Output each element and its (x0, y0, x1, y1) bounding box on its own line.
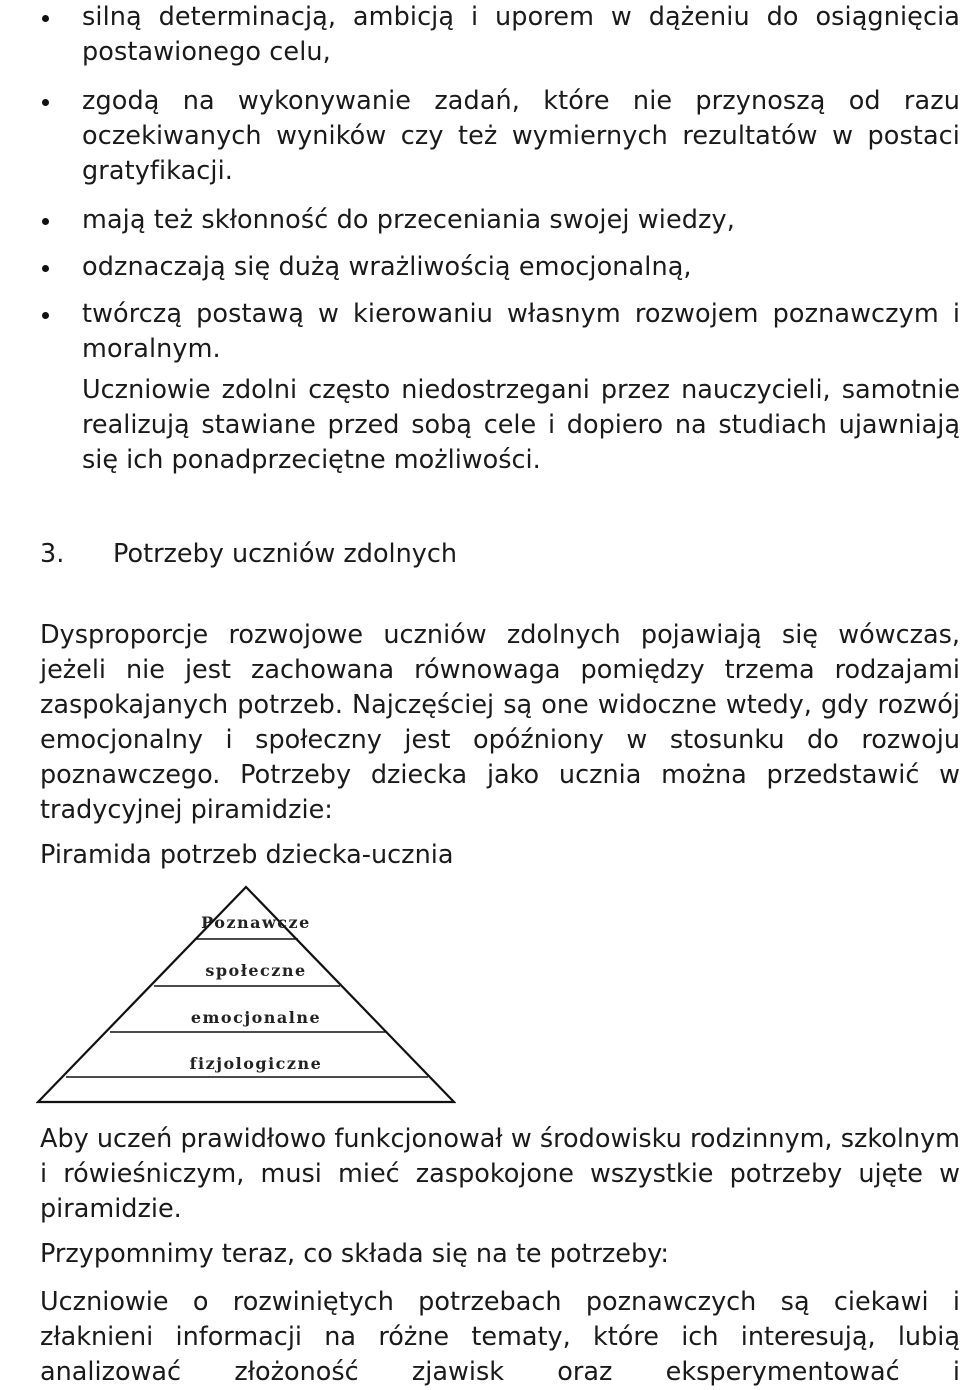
bullet-item (0, 0, 960, 70)
bullet-item (0, 250, 960, 285)
bullet-dot-icon (42, 15, 49, 22)
section-number: 3. (40, 539, 65, 569)
bullet-item (0, 84, 960, 189)
pyramid-level-label: fizjologiczne (189, 1054, 323, 1073)
remind-paragraph: Przypomnimy teraz, co składa się na te potrzeby: (40, 1239, 669, 1269)
student-needs-paragraph: Aby uczeń prawidłowo funkcjonował w środowisku rodzinnym, szkolnym i rówieśniczym, musi mieć zaspokojone wszystkie potrzeby ujęte w piramidzie. (40, 1124, 960, 1224)
pyramid-caption: Piramida potrzeb dziecka-ucznia (40, 840, 454, 870)
dysproportions-paragraph: Dysproporcje rozwojowe uczniów zdolnych pojawiają się wówczas, jeżeli nie jest zachowana równowaga pomiędzy trzema rodzajami zaspokajanych potrzeb. Najczęściej są one widoczne wtedy, gdy rozwój emocjonalny i społeczny jest opóźniony w stosunku do rozwoju poznawczego. Potrzeby dziecka jako ucznia można przedstawić w tradycyjnej piramidzie: (40, 620, 960, 825)
bullet-item (0, 203, 960, 238)
bullet-item (0, 297, 960, 367)
bullet-text: zgodą na wykonywanie zadań, które nie przynoszą od razu oczekiwanych wyników czy też wymiernych rezultatów w postaci gratyfikacji. (82, 86, 960, 186)
pyramid-level-label: społeczne (205, 961, 307, 980)
bullet-dot-icon (42, 265, 49, 272)
needs-pyramid-diagram (36, 882, 456, 1107)
bullet-text: silną determinacją, ambicją i uporem w dążeniu do osiągnięcia postawionego celu, (82, 2, 960, 67)
bullet-dot-icon (42, 99, 49, 106)
bullet-dot-icon (42, 218, 49, 225)
traits-bullet-list (0, 0, 960, 367)
section-title: Potrzeby uczniów zdolnych (113, 539, 458, 569)
cognitive-needs-paragraph: Uczniowie o rozwiniętych potrzebach poznawczych są ciekawi i złaknieni informacji na różne tematy, które ich interesują, lubią analizować złożoność zjawisk oraz eksperymentować i (40, 1287, 960, 1387)
bullet-dot-icon (42, 312, 49, 319)
bullet-text: odznaczają się dużą wrażliwością emocjonalną, (82, 252, 692, 282)
pyramid-level-label: emocjonalne (190, 1008, 322, 1027)
gifted-students-paragraph: Uczniowie zdolni często niedostrzegani przez nauczycieli, samotnie realizują stawiane przed sobą cele i dopiero na studiach ujawniają się ich ponadprzeciętne możliwości. (82, 375, 960, 475)
bullet-text: twórczą postawą w kierowaniu własnym rozwojem poznawczym i moralnym. (82, 299, 960, 364)
bullet-text: mają też skłonność do przeceniania swojej wiedzy, (82, 205, 735, 235)
pyramid-level-label: Poznawcze (201, 913, 311, 932)
